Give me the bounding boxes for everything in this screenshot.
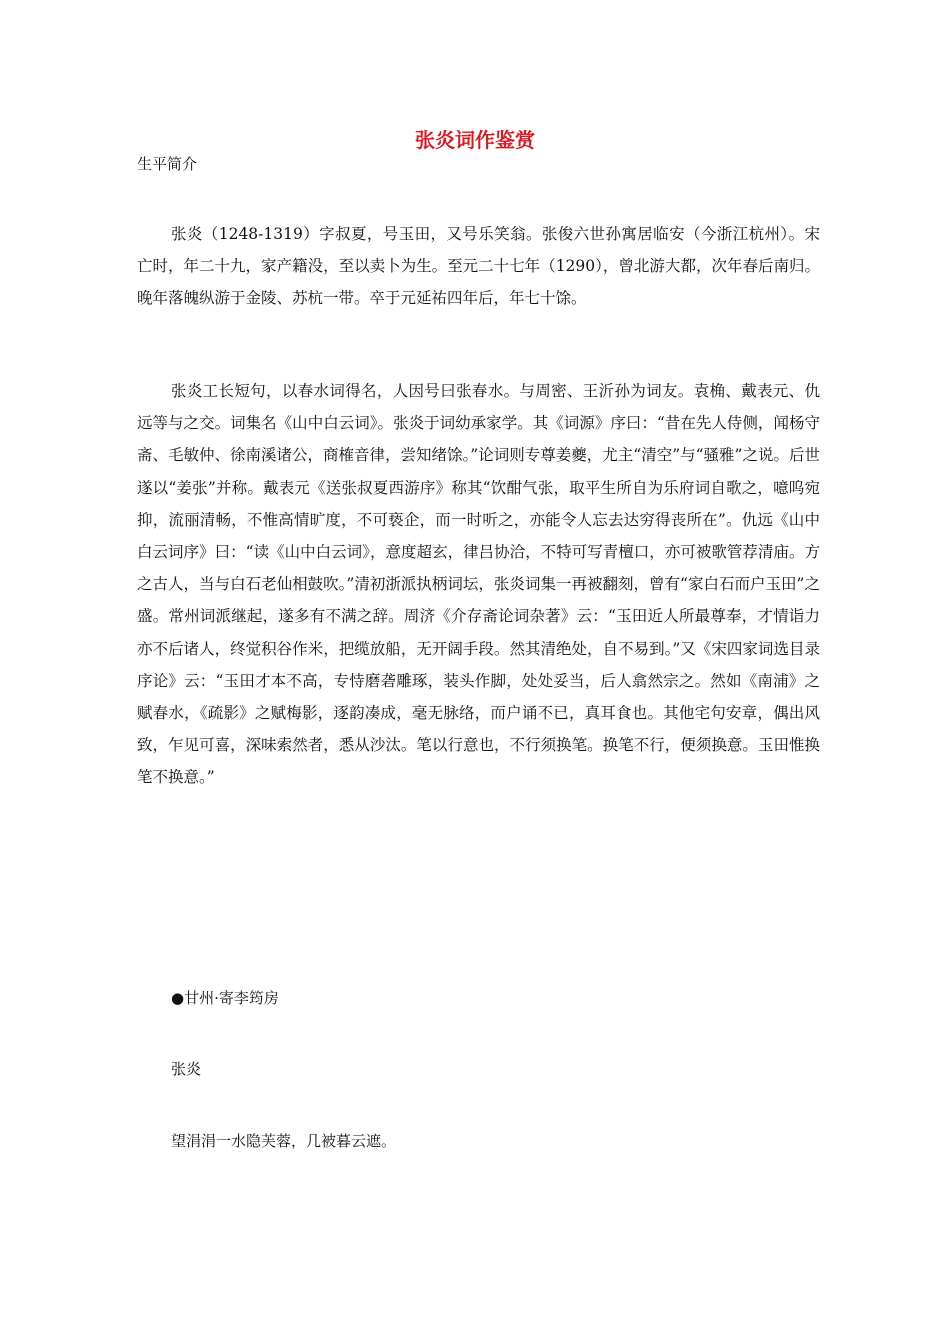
- poem-author: 张炎: [171, 1060, 202, 1078]
- poem-heading: ●甘州·寄李筠房: [171, 989, 279, 1007]
- document-title: 张炎词作鉴赏: [415, 128, 535, 152]
- poem-first-line: 望涓涓一水隐芙蓉，几被暮云遮。: [171, 1132, 397, 1150]
- critique-paragraph: 张炎工长短句，以春水词得名，人因号曰张春水。与周密、王沂孙为词友。袁桷、戴表元、仇远等与之交。词集名《山中白云词》。张炎于词幼承家学。其《词源》序曰：“昔在先人侍侧，闻杨守斋、毛敏仲、徐南溪诸公，商榷音律，尝知绪馀。”论词则专尊姜夔，尤主“清空”与“骚雅”之说。后世遂以“姜张”并称。戴表元《送张叔夏西游序》称其“饮酣气张，取平生所自为乐府词自歌之，噫呜宛抑，流丽清畅，不惟高情旷度，不可亵企，而一时听之，亦能令人忘去达穷得丧所在”。仇远《山中白云词序》曰：“读《山中白云词》，意度超玄，律吕协洽，不特可写青檀口，亦可被歌管荐清庙。方之古人，当与白石老仙相鼓吹。”清初浙派执柄词坛，张炎词集一再被翻刻，曾有“家白石而户玉田”之盛。常州词派继起，遂多有不满之辞。周济《介存斋论词杂著》云：“玉田近人所最尊奉，才情诣力亦不后诸人，终觉积谷作米，把缆放船，无开阔手段。然其清绝处，自不易到。”又《宋四家词选目录序论》云：“玉田才本不高，专恃磨砻雕琢，装头作脚，处处妥当，后人翕然宗之。然如《南浦》之赋春水，《疏影》之赋梅影，逐韵凑成，毫无脉络，而户诵不已，真耳食也。其他宅句安章，偶出风致，乍见可喜，深味索然者，悉从沙汰。笔以行意也，不行须换笔。换笔不行，便须换意。玉田惟换笔不换意。”: [137, 382, 820, 787]
- section-heading: 生平简介: [137, 155, 198, 173]
- biography-paragraph: 张炎（1248-1319）字叔夏，号玉田，又号乐笑翁。张俊六世孙寓居临安（今浙江杭州）。宋亡时，年二十九，家产籍没，至以卖卜为生。至元二十七年（1290），曾北游大都，次年春后南归。晚年落魄纵游于金陵、苏杭一带。卒于元延祐四年后，年七十馀。: [137, 225, 820, 308]
